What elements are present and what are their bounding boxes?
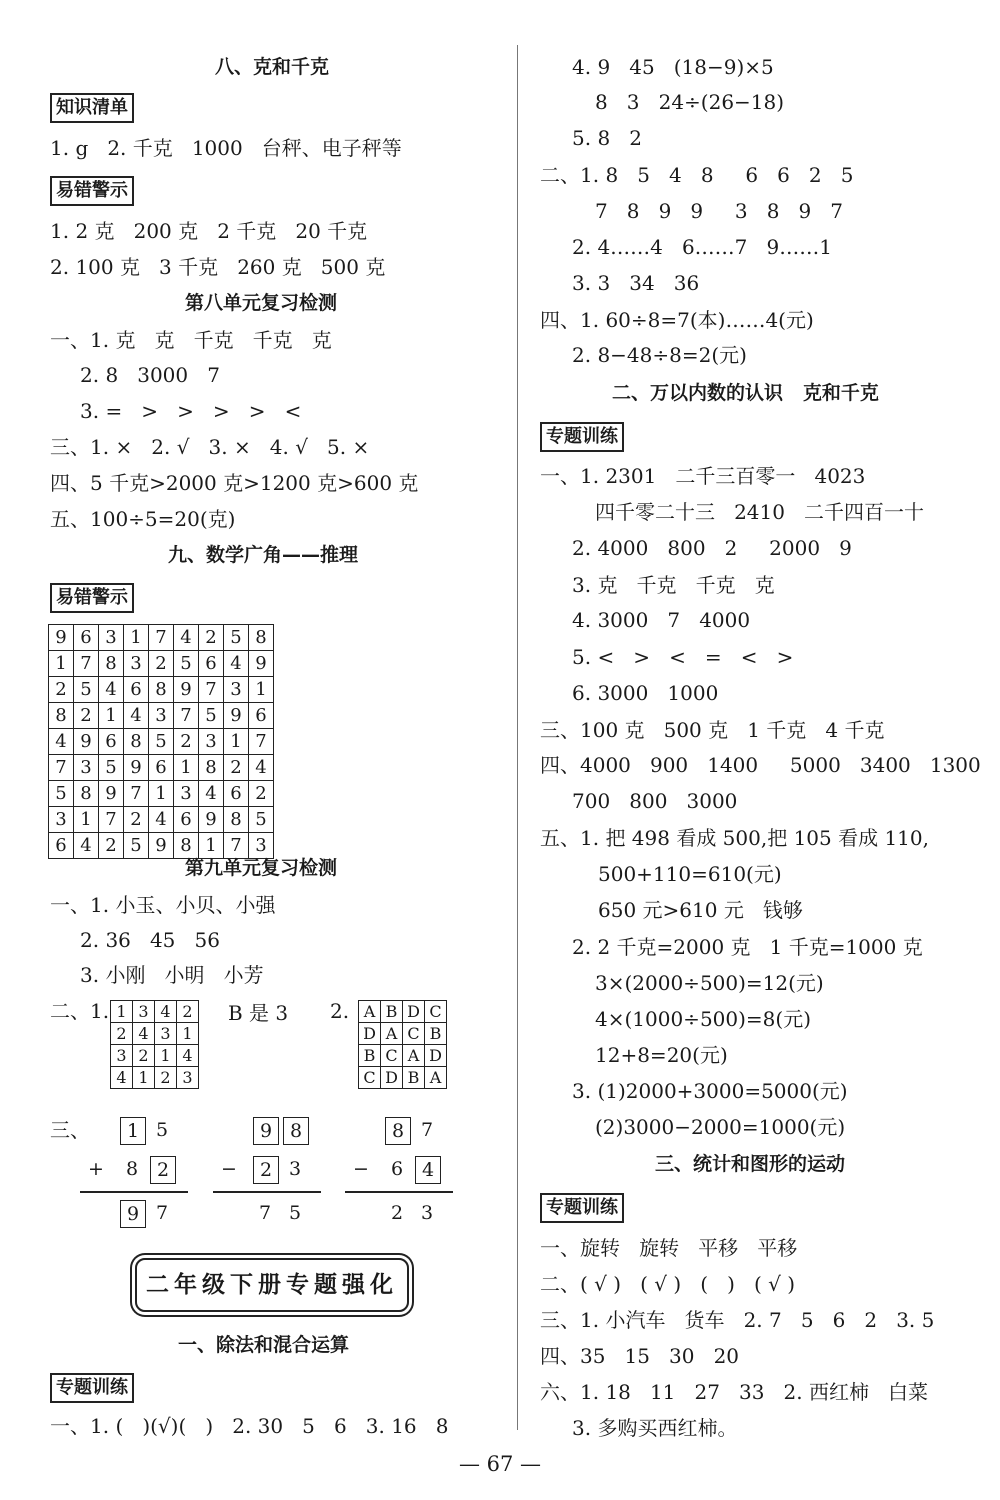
grid-cell: 5 [249, 807, 274, 833]
grid-cell: 2 [74, 703, 99, 729]
grid-cell: 7 [124, 781, 149, 807]
grid-cell: 4 [174, 625, 199, 651]
grid-cell: 4 [74, 833, 99, 859]
grid-cell: 2 [149, 651, 174, 677]
grid-cell: 3 [149, 703, 174, 729]
digit: 6 [391, 1158, 404, 1180]
grid-cell: A [403, 1045, 425, 1067]
grid-cell: 2 [49, 677, 74, 703]
grid-cell: 9 [124, 755, 149, 781]
digit-box: 8 [385, 1117, 411, 1145]
answer-line: 1. g 2. 千克 1000 台秤、电子秤等 [50, 136, 402, 160]
grid-cell: 4 [199, 781, 224, 807]
grid-cell: 6 [199, 651, 224, 677]
grid-cell: 3 [199, 729, 224, 755]
sum-line [345, 1191, 453, 1193]
grid-row [111, 1067, 199, 1089]
letter-grid-4x4 [358, 1000, 447, 1089]
answer-line: 5. < > < = < > [572, 645, 794, 669]
grid-cell: 9 [99, 781, 124, 807]
answer-line: 1. 2 克 200 克 2 千克 20 千克 [50, 219, 368, 243]
digit-box: 2 [150, 1156, 176, 1184]
answer-line: (2)3000−2000=1000(元) [595, 1115, 846, 1139]
grid-cell: 8 [199, 755, 224, 781]
grid-cell: 9 [149, 833, 174, 859]
answer-line: 8 3 24÷(26−18) [595, 90, 785, 114]
grid-cell: 6 [99, 729, 124, 755]
operator: − [353, 1158, 369, 1180]
label-special-training: 专题训练 [540, 1193, 624, 1223]
grid-cell: 5 [124, 833, 149, 859]
answer-line: 5. 8 2 [572, 126, 642, 150]
grid-cell: 7 [99, 807, 124, 833]
grid-cell: 1 [249, 677, 274, 703]
digit: 3 [421, 1202, 434, 1224]
grid-cell: 3 [111, 1045, 133, 1067]
grid-cell: A [359, 1001, 381, 1023]
grid-cell: 6 [149, 755, 174, 781]
grid-cell: 9 [224, 703, 249, 729]
column-divider [517, 45, 518, 1430]
grid-cell: 3 [224, 677, 249, 703]
grid-cell: 4 [249, 755, 274, 781]
grid-cell: 3 [133, 1001, 155, 1023]
answer-line: 500+110=610(元) [598, 862, 782, 886]
grid-row [49, 677, 274, 703]
answer-line: 一、旋转 旋转 平移 平移 [540, 1236, 798, 1260]
label-knowledge-list: 知识清单 [50, 93, 134, 123]
grid-row [111, 1023, 199, 1045]
grid-row [111, 1001, 199, 1023]
grid-cell: 1 [111, 1001, 133, 1023]
label-special-training: 专题训练 [50, 1373, 134, 1403]
digit: 7 [421, 1119, 434, 1141]
section-title-division: 一、除法和混合运算 [178, 1334, 350, 1356]
answer-line: 2. 8 3000 7 [80, 363, 220, 387]
digit-box: 4 [415, 1156, 441, 1184]
digit: 8 [126, 1158, 139, 1180]
digit: 7 [259, 1202, 272, 1224]
grid-cell: 6 [124, 677, 149, 703]
section-title-reasoning: 九、数学广角——推理 [168, 544, 359, 566]
grid-cell: 2 [224, 755, 249, 781]
answer-line: 4×(1000÷500)=8(元) [595, 1007, 812, 1031]
answer-line: 二、1. 8 5 4 8 6 6 2 5 [540, 163, 854, 187]
grid-cell: 7 [49, 755, 74, 781]
grid-cell: 2 [155, 1067, 177, 1089]
grid-cell: 4 [111, 1067, 133, 1089]
section-title-numbers-within-10000: 二、万以内数的认识 克和千克 [612, 382, 879, 404]
digit: 2 [391, 1202, 404, 1224]
digit-box: 8 [283, 1117, 309, 1145]
answer-line: 4. 9 45 (18−9)×5 [572, 55, 774, 79]
answer-line: 四、5 千克>2000 克>1200 克>600 克 [50, 471, 419, 495]
grid-cell: 8 [149, 677, 174, 703]
answer-line: 一、1. 克 克 千克 千克 克 [50, 328, 332, 352]
answer-line: 五、100÷5=20(克) [50, 507, 236, 531]
section-title-unit9-review: 第九单元复习检测 [185, 857, 338, 879]
grid-cell: 2 [99, 833, 124, 859]
grid-cell: A [381, 1023, 403, 1045]
grid-row [49, 807, 274, 833]
answer-line: 3. 3 34 36 [572, 271, 700, 295]
grid-cell: 2 [124, 807, 149, 833]
grid-cell: 1 [224, 729, 249, 755]
grid-cell: B [425, 1023, 447, 1045]
grid-cell: 5 [49, 781, 74, 807]
answer-line: 四、4000 900 1400 5000 3400 1300 [540, 753, 981, 777]
grid-cell: 3 [99, 625, 124, 651]
answer-line: 3. 小刚 小明 小芳 [80, 963, 264, 987]
grid-cell: 6 [224, 781, 249, 807]
grid-cell: 7 [174, 703, 199, 729]
answer-line: 2. 4000 800 2 2000 9 [572, 536, 852, 560]
grid-cell: 5 [74, 677, 99, 703]
digit: 7 [156, 1202, 169, 1224]
grid-cell: 6 [249, 703, 274, 729]
answer-text: B 是 3 [228, 1001, 289, 1025]
grid-cell: D [381, 1067, 403, 1089]
grid-cell: 4 [99, 677, 124, 703]
grid-cell: 4 [124, 703, 149, 729]
answer-line: 700 800 3000 [572, 789, 738, 813]
grid-cell: 7 [249, 729, 274, 755]
answer-line: 五、1. 把 498 看成 500,把 105 看成 110, [540, 826, 929, 850]
answer-label: 2. [330, 999, 350, 1023]
grid-cell: 7 [74, 651, 99, 677]
grid-cell: B [403, 1067, 425, 1089]
grid-cell: 6 [49, 833, 74, 859]
grid-cell: 2 [111, 1023, 133, 1045]
grid-cell: 8 [174, 833, 199, 859]
answer-line: 12+8=20(元) [595, 1043, 728, 1067]
grid-cell: 8 [224, 807, 249, 833]
grid-cell: 4 [155, 1001, 177, 1023]
grid-row [359, 1023, 447, 1045]
grid-cell: 1 [177, 1023, 199, 1045]
section-title-statistics: 三、统计和图形的运动 [655, 1153, 846, 1175]
answer-line: 2. 8−48÷8=2(元) [572, 343, 747, 367]
grid-cell: 3 [74, 755, 99, 781]
grid-row [49, 729, 274, 755]
answer-line: 3. 多购买西红柿。 [572, 1416, 738, 1440]
answer-line: 7 8 9 9 3 8 9 7 [595, 199, 844, 223]
grid-cell: 2 [199, 625, 224, 651]
grid-row [359, 1067, 447, 1089]
answer-line: 六、1. 18 11 27 33 2. 西红柿 白菜 [540, 1380, 929, 1404]
grid-cell: 1 [149, 781, 174, 807]
number-grid-4x4 [110, 1000, 199, 1089]
label-error-warning: 易错警示 [50, 176, 134, 206]
grid-cell: 9 [174, 677, 199, 703]
grid-cell: 6 [174, 807, 199, 833]
answer-line: 4. 3000 7 4000 [572, 608, 751, 632]
grid-cell: 3 [124, 651, 149, 677]
grid-cell: 9 [249, 651, 274, 677]
grid-row [359, 1045, 447, 1067]
grid-cell: 5 [149, 729, 174, 755]
answer-line: 2. 2 千克=2000 克 1 千克=1000 克 [572, 935, 923, 959]
grid-cell: 1 [199, 833, 224, 859]
answer-line: 三、1. × 2. √ 3. × 4. √ 5. × [50, 435, 370, 459]
grid-cell: 7 [224, 833, 249, 859]
grid-cell: 2 [177, 1001, 199, 1023]
answer-line: 四、35 15 30 20 [540, 1344, 740, 1368]
answer-line: 三、100 克 500 克 1 千克 4 千克 [540, 718, 885, 742]
grid-cell: 6 [74, 625, 99, 651]
grid-cell: C [381, 1045, 403, 1067]
grid-row [49, 651, 274, 677]
grid-cell: 1 [133, 1067, 155, 1089]
grid-cell: C [403, 1023, 425, 1045]
grid-row [49, 625, 274, 651]
grid-cell: 1 [174, 755, 199, 781]
grid-cell: 1 [124, 625, 149, 651]
grid-row [49, 755, 274, 781]
grid-cell: 3 [155, 1023, 177, 1045]
grid-cell: 4 [149, 807, 174, 833]
operator: − [221, 1158, 237, 1180]
digit-box: 1 [120, 1117, 146, 1145]
answer-label: 三、 [50, 1118, 90, 1142]
section-title-unit8-review: 第八单元复习检测 [185, 292, 338, 314]
grid-cell: 8 [249, 625, 274, 651]
section-title-grams-kilograms: 八、克和千克 [215, 56, 330, 78]
grid-row [111, 1045, 199, 1067]
answer-line: 3. (1)2000+3000=5000(元) [572, 1079, 848, 1103]
grid-cell: 4 [49, 729, 74, 755]
digit: 3 [289, 1158, 302, 1180]
grid-cell: 5 [199, 703, 224, 729]
answer-line: 一、1. 小玉、小贝、小强 [50, 893, 276, 917]
answer-line: 一、1. ( )(√)( ) 2. 30 5 6 3. 16 8 [50, 1414, 449, 1438]
label-special-training: 专题训练 [540, 422, 624, 452]
grid-cell: 1 [74, 807, 99, 833]
grid-cell: 2 [174, 729, 199, 755]
grid-cell: D [359, 1023, 381, 1045]
grid-cell: B [381, 1001, 403, 1023]
answer-line: 3. 克 千克 千克 克 [572, 573, 775, 597]
grid-cell: 9 [49, 625, 74, 651]
digit: 5 [156, 1119, 169, 1141]
grid-cell: 1 [49, 651, 74, 677]
sum-line [213, 1191, 321, 1193]
page-number: — 67 — [458, 1452, 542, 1476]
grid-cell: 7 [149, 625, 174, 651]
grid-cell: 2 [249, 781, 274, 807]
grid-cell: 5 [224, 625, 249, 651]
grid-cell: 9 [74, 729, 99, 755]
grid-cell: 8 [74, 781, 99, 807]
grid-cell: 4 [224, 651, 249, 677]
grid-cell: 1 [99, 703, 124, 729]
answer-line: 650 元>610 元 钱够 [598, 898, 803, 922]
grid-cell: 4 [133, 1023, 155, 1045]
answer-line: 二、( √ ) ( √ ) ( ) ( √ ) [540, 1272, 796, 1296]
grid-cell: A [425, 1067, 447, 1089]
grid-cell: 8 [49, 703, 74, 729]
grid-row [49, 703, 274, 729]
answer-line: 四千零二十三 2410 二千四百一十 [595, 500, 925, 524]
grid-cell: 3 [177, 1067, 199, 1089]
grid-cell: 9 [199, 807, 224, 833]
answer-line: 一、1. 2301 二千三百零一 4023 [540, 464, 866, 488]
answer-line: 四、1. 60÷8=7(本)……4(元) [540, 308, 814, 332]
digit-box: 9 [253, 1117, 279, 1145]
grid-cell: 3 [249, 833, 274, 859]
grid-cell: 5 [99, 755, 124, 781]
grid-cell: 3 [174, 781, 199, 807]
grid-cell: C [359, 1067, 381, 1089]
digit: 5 [289, 1202, 302, 1224]
sudoku-grid [48, 624, 274, 859]
operator: + [88, 1158, 104, 1180]
answer-line: 2. 36 45 56 [80, 928, 220, 952]
grid-cell: D [403, 1001, 425, 1023]
grid-cell: 8 [99, 651, 124, 677]
grid-cell: B [359, 1045, 381, 1067]
answer-line: 2. 4……4 6……7 9……1 [572, 235, 832, 259]
grid-cell: C [425, 1001, 447, 1023]
grid-cell: 7 [199, 677, 224, 703]
digit-box: 9 [120, 1200, 146, 1228]
grid-cell: 8 [124, 729, 149, 755]
answer-line: 3×(2000÷500)=12(元) [595, 971, 824, 995]
grid-row [49, 781, 274, 807]
grid-cell: 2 [133, 1045, 155, 1067]
digit-box: 2 [253, 1156, 279, 1184]
grid-cell: 4 [177, 1045, 199, 1067]
label-error-warning: 易错警示 [50, 583, 134, 613]
grid-row [359, 1001, 447, 1023]
answer-line: 三、1. 小汽车 货车 2. 7 5 6 2 3. 5 [540, 1308, 935, 1332]
sum-line [80, 1191, 188, 1193]
answer-label: 二、1. [50, 999, 110, 1023]
grid-cell: D [425, 1045, 447, 1067]
answer-line: 3. = > > > > < [80, 399, 302, 423]
grid-cell: 3 [49, 807, 74, 833]
grid-cell: 5 [174, 651, 199, 677]
special-topic-banner [135, 1258, 409, 1312]
grid-cell: 1 [155, 1045, 177, 1067]
answer-line: 6. 3000 1000 [572, 681, 719, 705]
banner-text: 二年级下册专题强化 [146, 1272, 398, 1298]
answer-line: 2. 100 克 3 千克 260 克 500 克 [50, 255, 386, 279]
